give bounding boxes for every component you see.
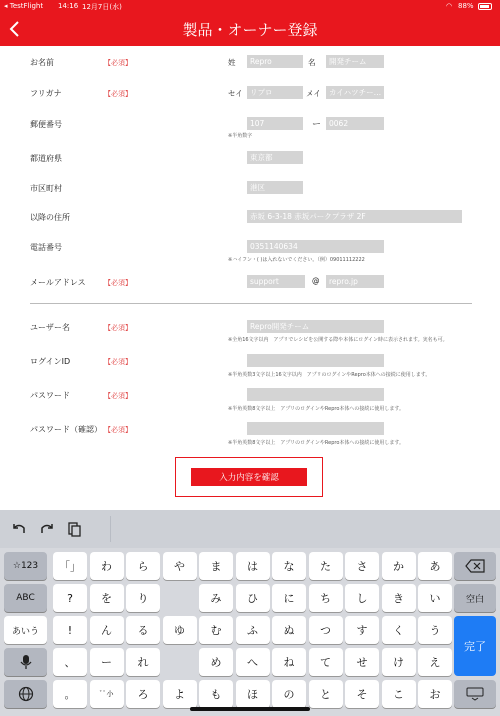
required-badge: 【必須】 xyxy=(104,59,132,67)
furigana-label: フリガナ xyxy=(30,89,62,98)
kana-key[interactable]: お xyxy=(418,680,452,708)
battery-percent: 88% xyxy=(458,2,474,10)
sei-kana-label: セイ xyxy=(228,89,243,98)
wifi-icon: ◠ xyxy=(446,2,453,10)
status-time: 14:16 xyxy=(58,2,79,10)
page-title: 製品・オーナー登録 xyxy=(182,21,318,39)
done-key[interactable]: 完了 xyxy=(454,616,496,676)
email-label: メールアドレス xyxy=(30,278,86,287)
first-name-input[interactable]: 開発チーム xyxy=(326,55,384,68)
email-at-sign: @ xyxy=(312,276,320,285)
kana-key[interactable]: も xyxy=(199,680,233,708)
kana-key[interactable]: す xyxy=(345,616,379,644)
japanese-keyboard xyxy=(0,510,500,716)
kana-key[interactable]: わ xyxy=(90,552,124,580)
kana-key[interactable]: せ xyxy=(345,648,379,676)
kana-key[interactable]: め xyxy=(199,648,233,676)
prefecture-label: 都道府県 xyxy=(30,154,62,163)
kana-key[interactable]: ん xyxy=(90,616,124,644)
email-domain-input[interactable]: repro.jp xyxy=(326,275,384,288)
space-key[interactable]: 空白 xyxy=(454,584,496,612)
kana-key[interactable]: て xyxy=(309,648,343,676)
last-name-input[interactable]: Repro xyxy=(247,55,303,68)
kana-key[interactable]: ゆ xyxy=(163,616,197,644)
empty-key-slot xyxy=(163,648,197,676)
required-badge: 【必須】 xyxy=(104,426,132,434)
sei-label: 姓 xyxy=(228,58,236,67)
kana-key[interactable]: ち xyxy=(309,584,343,612)
kana-key[interactable]: あいう xyxy=(4,616,47,644)
mei-label: 名 xyxy=(308,58,316,67)
numbers-key[interactable]: ☆123 xyxy=(4,552,47,580)
prefecture-input[interactable]: 東京都 xyxy=(247,151,303,164)
address-input[interactable]: 赤坂 6-3-18 赤坂パークプラザ 2F xyxy=(247,210,462,223)
username-input[interactable]: Repro開発チーム xyxy=(247,320,384,333)
city-label: 市区町村 xyxy=(30,184,62,193)
kana-key[interactable]: ほ xyxy=(236,680,270,708)
kana-key[interactable]: や xyxy=(163,552,197,580)
kana-key[interactable]: 、 xyxy=(53,648,87,676)
kana-key[interactable]: の xyxy=(272,680,306,708)
status-bar xyxy=(0,0,500,14)
required-badge: 【必須】 xyxy=(104,90,132,98)
paste-icon[interactable] xyxy=(65,520,83,538)
kana-key[interactable]: ま xyxy=(199,552,233,580)
postal-label: 郵便番号 xyxy=(30,120,62,129)
kana-key[interactable]: ひ xyxy=(236,584,270,612)
required-badge: 【必須】 xyxy=(104,279,132,287)
kana-key[interactable]: を xyxy=(90,584,124,612)
postal-hint: ※半角数字 xyxy=(228,133,253,139)
kana-key[interactable]: く xyxy=(382,616,416,644)
kana-key[interactable]: ぬ xyxy=(272,616,306,644)
globe-key[interactable] xyxy=(4,680,47,708)
kana-key[interactable]: か xyxy=(382,552,416,580)
password-hint: ※半角英数8文字以上 アプリのログインやRepro本体への接続に使用します。 xyxy=(228,406,405,412)
abc-key[interactable]: ABC xyxy=(4,584,47,612)
login-id-input[interactable] xyxy=(247,354,384,367)
kana-key[interactable]: え xyxy=(418,648,452,676)
battery-icon xyxy=(478,3,492,10)
password-confirm-label: パスワード（確認） xyxy=(30,425,102,434)
undo-icon[interactable] xyxy=(10,520,28,538)
kana-key[interactable]: た xyxy=(309,552,343,580)
kana-key[interactable]: ろ xyxy=(126,680,160,708)
kana-key[interactable]: ね xyxy=(272,648,306,676)
kana-key[interactable]: は xyxy=(236,552,270,580)
username-hint: ※全角16文字以内 アプリでレシピを公開する際や本体にログイン時に表示されます。実名も可。 xyxy=(228,337,448,343)
kana-key[interactable]: と xyxy=(309,680,343,708)
mei-kana-label: メイ xyxy=(306,89,321,98)
kana-key[interactable]: 。 xyxy=(53,680,87,708)
username-label: ユーザー名 xyxy=(30,323,70,332)
password-confirm-input[interactable] xyxy=(247,422,384,435)
empty-key-slot xyxy=(163,584,197,612)
kana-key[interactable]: ﾞﾟ小 xyxy=(90,680,124,708)
dictation-key[interactable] xyxy=(4,648,47,676)
kana-key[interactable]: れ xyxy=(126,648,160,676)
kana-key[interactable]: へ xyxy=(236,648,270,676)
kana-key[interactable]: ! xyxy=(53,616,87,644)
kana-key[interactable]: ? xyxy=(53,584,87,612)
kana-key[interactable]: ふ xyxy=(236,616,270,644)
login-id-hint: ※半角英数3文字以上16文字以内 アプリのログインやRepro本体への接続に使用します。 xyxy=(228,372,431,378)
kana-key[interactable]: ら xyxy=(126,552,160,580)
address-label: 以降の住所 xyxy=(30,213,70,222)
confirm-input-button[interactable]: 入力内容を確認 xyxy=(191,468,307,486)
dismiss-keyboard-key[interactable] xyxy=(454,680,496,708)
kana-key[interactable]: き xyxy=(382,584,416,612)
name-label: お名前 xyxy=(30,58,54,67)
carrier-label: ◂ TestFlight xyxy=(4,2,44,10)
kana-key[interactable]: さ xyxy=(345,552,379,580)
city-input[interactable]: 港区 xyxy=(247,181,303,194)
redo-icon[interactable] xyxy=(38,520,56,538)
kana-key[interactable]: よ xyxy=(163,680,197,708)
kana-key[interactable]: に xyxy=(272,584,306,612)
postal-first-input[interactable]: 107 xyxy=(247,117,303,130)
section-divider xyxy=(30,303,472,304)
kana-key[interactable]: 「」 xyxy=(53,552,87,580)
backspace-key[interactable] xyxy=(454,552,496,580)
password-label: パスワード xyxy=(30,391,70,400)
kana-key[interactable]: る xyxy=(126,616,160,644)
kana-key[interactable]: う xyxy=(418,616,452,644)
keyboard-toolbar xyxy=(0,510,500,548)
kana-key[interactable]: こ xyxy=(382,680,416,708)
required-badge: 【必須】 xyxy=(104,392,132,400)
email-user-input[interactable]: support xyxy=(247,275,305,288)
home-indicator xyxy=(190,707,310,711)
nav-bar xyxy=(0,14,500,46)
password-input[interactable] xyxy=(247,388,384,401)
phone-label: 電話番号 xyxy=(30,243,62,252)
status-date: 12月7日(水) xyxy=(82,3,122,11)
microphone-icon xyxy=(20,654,32,670)
kana-key[interactable]: り xyxy=(126,584,160,612)
kana-key[interactable]: み xyxy=(199,584,233,612)
kana-key[interactable]: あ xyxy=(418,552,452,580)
password-confirm-hint: ※半角英数8文字以上 アプリのログインやRepro本体への接続に使用します。 xyxy=(228,440,405,446)
kana-key[interactable]: そ xyxy=(345,680,379,708)
required-badge: 【必須】 xyxy=(104,324,132,332)
toolbar-separator xyxy=(110,516,111,542)
kana-key[interactable]: む xyxy=(199,616,233,644)
required-badge: 【必須】 xyxy=(104,358,132,366)
keyboard-hide-icon xyxy=(466,687,484,701)
kana-key[interactable]: つ xyxy=(309,616,343,644)
kana-key[interactable]: い xyxy=(418,584,452,612)
kana-key[interactable]: な xyxy=(272,552,306,580)
last-name-kana-input[interactable]: リプロ xyxy=(247,86,303,99)
kana-key[interactable]: し xyxy=(345,584,379,612)
login-id-label: ログインID xyxy=(30,357,71,366)
kana-key[interactable]: ー xyxy=(90,648,124,676)
phone-input[interactable]: 0351140634 xyxy=(247,240,384,253)
postal-second-input[interactable]: 0062 xyxy=(326,117,384,130)
delete-icon xyxy=(465,559,485,573)
kana-key[interactable]: け xyxy=(382,648,416,676)
globe-icon xyxy=(18,686,34,702)
first-name-kana-input[interactable]: カイハツチー… xyxy=(326,86,384,99)
postal-dash: ー xyxy=(312,120,322,130)
phone-hint: ※ハイフン・( )は入れないでください。（例）09011112222 xyxy=(228,257,365,263)
